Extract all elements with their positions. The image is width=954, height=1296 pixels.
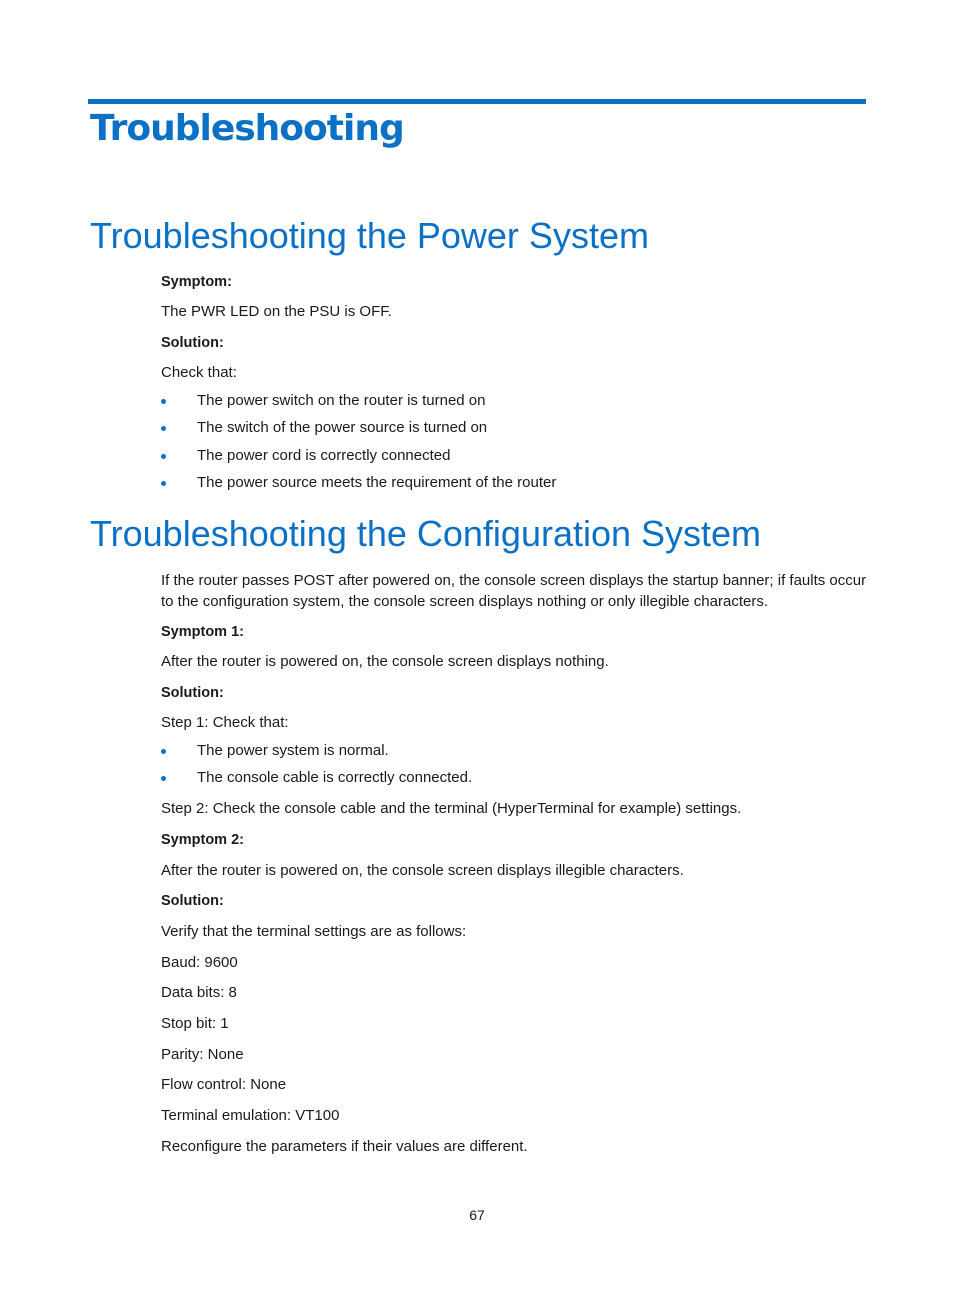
list-item-text: The power cord is correctly connected [197, 447, 451, 464]
config-intro-paragraph: If the router passes POST after powered on, the console screen displays the startup banner; if faults occur to the configuration system, the console screen displays nothing or only illegible characters. [161, 572, 867, 610]
verify-text: Verify that the terminal settings are as follows: [161, 923, 467, 940]
chapter-top-rule [88, 99, 866, 104]
page-number: 67 [469, 1207, 485, 1223]
setting-data-bits: Data bits: 8 [161, 984, 237, 1001]
bullet-icon [161, 426, 166, 431]
bullet-icon [161, 749, 166, 754]
solution1-label: Solution: [161, 685, 224, 701]
chapter-title: Troubleshooting [90, 108, 404, 149]
setting-stop-bit: Stop bit: 1 [161, 1015, 229, 1032]
config-section-title: Troubleshooting the Configuration System [90, 513, 762, 554]
setting-flow-control: Flow control: None [161, 1076, 287, 1093]
step2-text: Step 2: Check the console cable and the terminal (HyperTerminal for example) settings. [161, 800, 742, 817]
power-symptom-label: Symptom: [161, 274, 232, 290]
symptom1-label: Symptom 1: [161, 624, 244, 640]
bullet-icon [161, 776, 166, 781]
setting-parity: Parity: None [161, 1046, 244, 1063]
solution2-label: Solution: [161, 893, 224, 909]
power-symptom-text: The PWR LED on the PSU is OFF. [161, 303, 392, 320]
bullet-icon [161, 481, 166, 486]
list-item-text: The power system is normal. [197, 742, 389, 759]
list-item-text: The power source meets the requirement of the router [197, 474, 557, 491]
list-item-text: The console cable is correctly connected. [197, 769, 473, 786]
bullet-icon [161, 399, 166, 404]
setting-terminal-emulation: Terminal emulation: VT100 [161, 1107, 340, 1124]
list-item-text: The switch of the power source is turned on [197, 419, 488, 436]
symptom2-text: After the router is powered on, the console screen displays illegible characters. [161, 862, 684, 879]
power-section-title: Troubleshooting the Power System [90, 215, 649, 256]
symptom2-label: Symptom 2: [161, 832, 244, 848]
step1-text: Step 1: Check that: [161, 714, 289, 731]
reconfigure-text: Reconfigure the parameters if their values are different. [161, 1138, 528, 1155]
setting-baud: Baud: 9600 [161, 954, 238, 971]
power-solution-label: Solution: [161, 335, 224, 351]
power-solution-intro: Check that: [161, 364, 237, 381]
bullet-icon [161, 454, 166, 459]
symptom1-text: After the router is powered on, the console screen displays nothing. [161, 653, 609, 670]
list-item-text: The power switch on the router is turned on [197, 392, 486, 409]
